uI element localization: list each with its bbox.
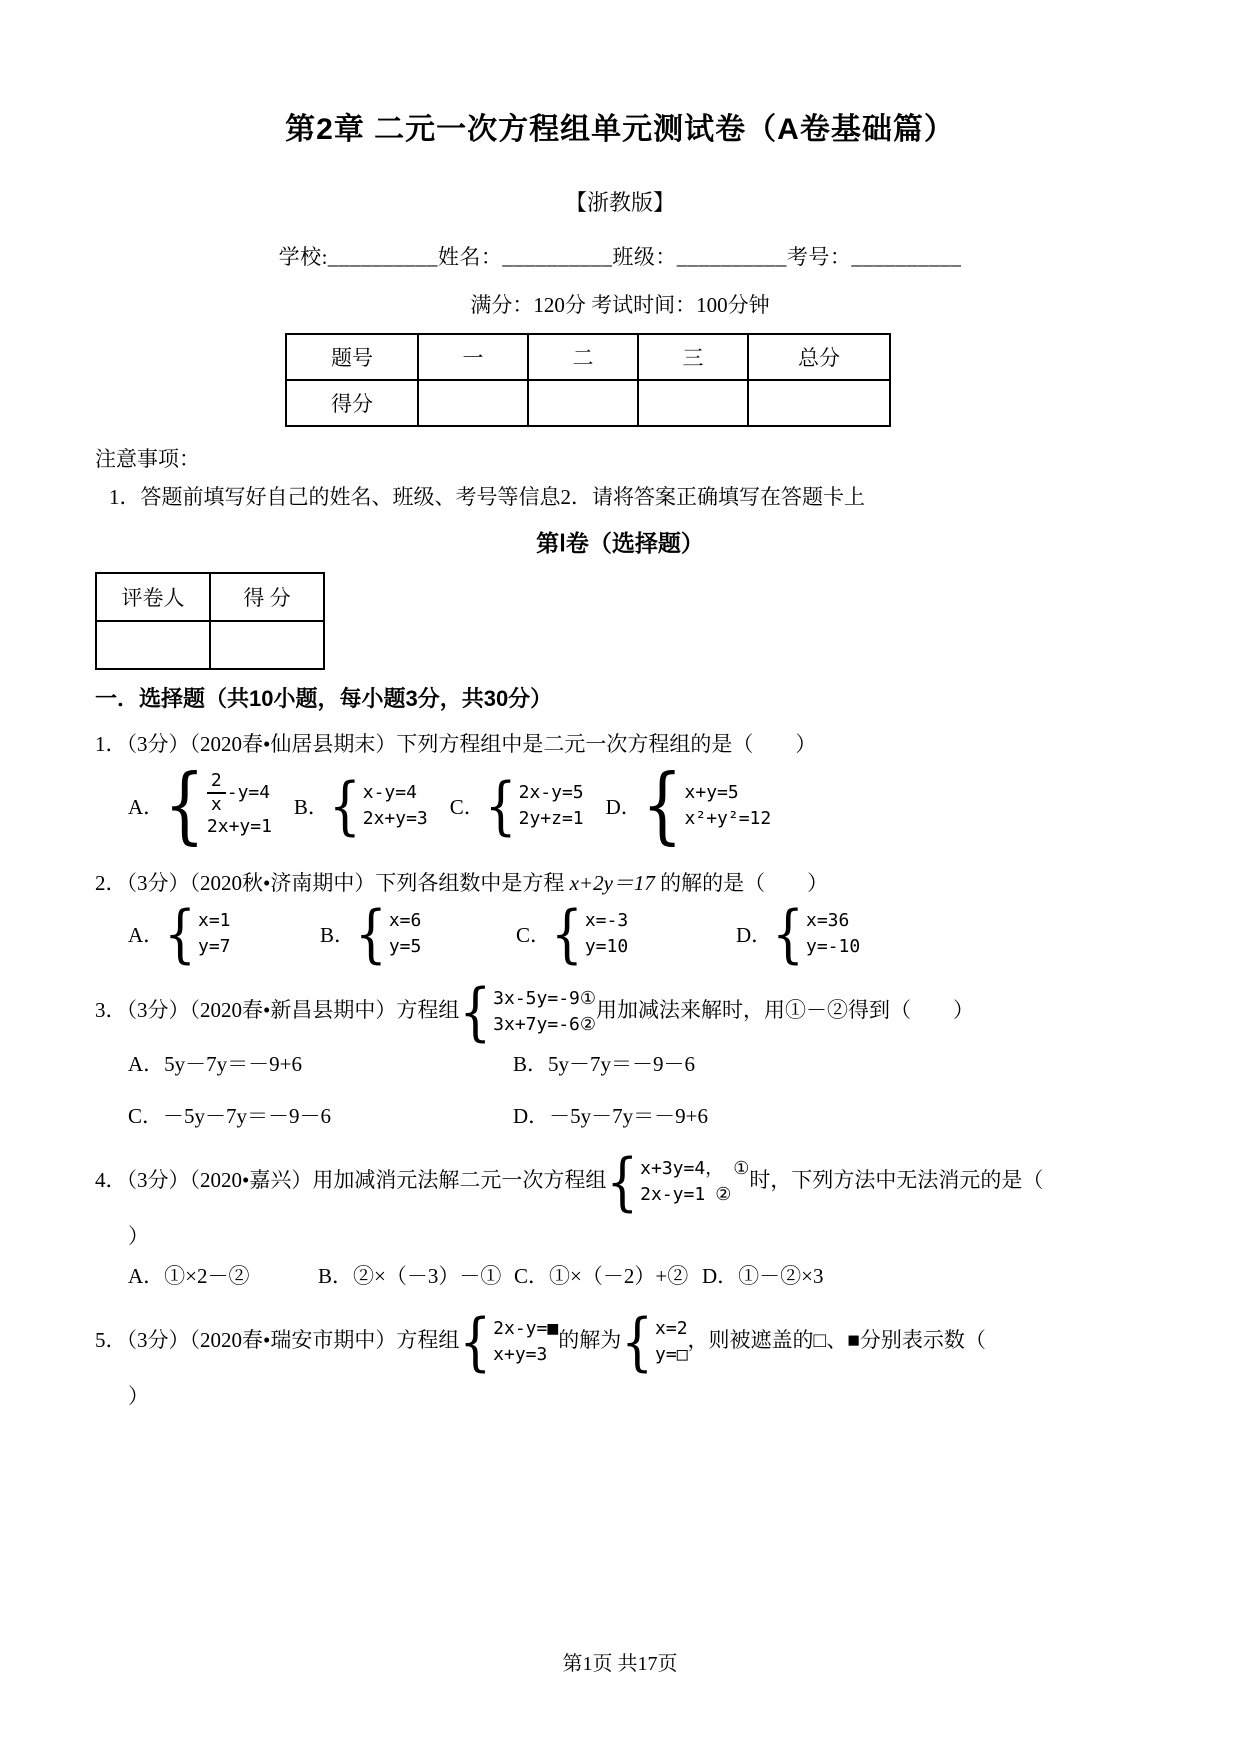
q4-option-d-text: ①－②×3 bbox=[738, 1264, 824, 1289]
q4-option-c-text: ①×（－2）+② bbox=[549, 1264, 689, 1289]
q4-stem-close: ） bbox=[128, 1224, 149, 1249]
q1-option-b-label: B． bbox=[293, 794, 329, 819]
q5-stem-mid: 的解为 bbox=[558, 1328, 622, 1353]
q4-option-c bbox=[514, 1260, 702, 1290]
score-empty-cell bbox=[528, 380, 638, 426]
question-1-options bbox=[128, 757, 1145, 854]
left-brace: { bbox=[459, 976, 492, 1049]
q4-option-a-text: ①×2－② bbox=[164, 1264, 250, 1289]
equation-line: y=-10 bbox=[805, 936, 861, 958]
q3-option-d-text: －5y－7y＝－9+6 bbox=[549, 1104, 709, 1129]
q5-stem-close: ） bbox=[128, 1384, 149, 1409]
left-brace: { bbox=[621, 1306, 654, 1379]
left-brace: { bbox=[355, 898, 387, 971]
equation-line: 3x+7y=-6② bbox=[493, 1014, 597, 1036]
score-table-header-cell: 一 bbox=[418, 334, 528, 380]
q3-stem-pre: 3．（3分）（2020春•新昌县期中）方程组 bbox=[95, 998, 460, 1023]
q3-option-b bbox=[513, 1048, 1145, 1078]
score-table-header-row bbox=[286, 334, 890, 380]
q4-option-b bbox=[318, 1260, 514, 1290]
equation-line: 2y+z=1 bbox=[518, 807, 584, 829]
equation-line: x=6 bbox=[388, 910, 422, 932]
q3-option-a bbox=[128, 1048, 513, 1078]
equation-line: x=-3 bbox=[584, 910, 629, 932]
equation-line: x=2 bbox=[655, 1318, 688, 1340]
question-3-options bbox=[128, 1048, 1145, 1130]
equation-line: 2x-y=■ bbox=[493, 1318, 559, 1340]
q3-option-d bbox=[513, 1100, 1145, 1130]
left-brace: { bbox=[641, 757, 683, 854]
equation-line: x+y=5 bbox=[684, 781, 739, 803]
equation-line: x-y=4 bbox=[362, 781, 417, 803]
q4-option-a-label: A． bbox=[128, 1264, 165, 1289]
q1-option-d bbox=[605, 757, 772, 854]
left-brace: { bbox=[328, 769, 361, 842]
q5-stem-post: ，则被遮盖的□、■分别表示数（ bbox=[687, 1328, 986, 1353]
equation-system bbox=[772, 898, 861, 971]
equation-system bbox=[641, 757, 772, 854]
q2-option-d bbox=[736, 898, 1145, 971]
equation-line: y=7 bbox=[197, 936, 231, 958]
edition-label: 【浙教版】 bbox=[564, 190, 675, 215]
equation-line: x+y=3 bbox=[493, 1344, 548, 1366]
q2-option-d-label: D． bbox=[736, 923, 773, 948]
fraction-numerator: 2 bbox=[207, 772, 226, 794]
question-2-stem bbox=[95, 866, 1145, 901]
equation-tag-2: ② bbox=[715, 1184, 732, 1206]
q3-option-b-label: B． bbox=[513, 1052, 549, 1077]
q2-option-b bbox=[320, 898, 516, 971]
equation-line: 3x-5y=-9① bbox=[493, 988, 597, 1010]
equation-system bbox=[551, 898, 629, 971]
exam-no-label: 考号： bbox=[786, 245, 852, 269]
equation-line: y=5 bbox=[388, 936, 422, 958]
grader-empty-cell bbox=[96, 621, 210, 669]
question-1-stem: 1．（3分）（2020春•仙居县期末）下列方程组中是二元一次方程组的是（ ） bbox=[95, 732, 817, 756]
score-empty-cell bbox=[748, 380, 890, 426]
question-5-stem bbox=[95, 1306, 1145, 1379]
score-empty-cell bbox=[638, 380, 748, 426]
q2-option-a-label: A． bbox=[128, 923, 165, 948]
fraction-denominator: x bbox=[210, 793, 222, 815]
q3-option-c-label: C． bbox=[128, 1104, 164, 1129]
q1-option-b bbox=[293, 769, 428, 842]
equation-line-rest: -y=4 bbox=[226, 781, 271, 803]
question-4-stem bbox=[95, 1146, 1145, 1219]
equation-line bbox=[207, 769, 272, 815]
q2-stem-equation: x+2y＝17 bbox=[569, 870, 655, 895]
exam-no-blank: __________ bbox=[851, 245, 962, 269]
left-brace: { bbox=[164, 757, 205, 854]
page-footer: 第1页 共17页 bbox=[562, 1653, 678, 1675]
equation-line: 2x+y=1 bbox=[206, 815, 272, 837]
grader-table-empty-row bbox=[96, 621, 324, 669]
school-blank: __________ bbox=[327, 245, 438, 269]
fraction bbox=[207, 769, 226, 815]
equation-line: y=□ bbox=[655, 1344, 688, 1366]
q1-option-a bbox=[128, 757, 272, 854]
equation-system bbox=[164, 898, 231, 971]
equation-system bbox=[355, 898, 422, 971]
q3-stem-post: 用加减法来解时，用①－②得到（ ） bbox=[596, 998, 975, 1023]
equation-system bbox=[164, 757, 272, 854]
q3-option-a-label: A． bbox=[128, 1052, 165, 1077]
q3-option-d-label: D． bbox=[513, 1104, 550, 1129]
equation-system bbox=[621, 1306, 688, 1379]
equation-line: x²+y²=12 bbox=[684, 807, 772, 829]
score-table bbox=[285, 333, 891, 427]
q4-option-d bbox=[702, 1260, 1145, 1290]
q3-option-a-text: 5y－7y＝－9+6 bbox=[164, 1052, 303, 1077]
left-brace: { bbox=[551, 898, 583, 971]
page-title: 第2章 二元一次方程组单元测试卷（A卷基础篇） bbox=[285, 113, 955, 146]
q5-stem-pre: 5．（3分）（2020春•瑞安市期中）方程组 bbox=[95, 1328, 460, 1353]
note-item: 1．答题前填写好自己的姓名、班级、考号等信息2．请将答案正确填写在答题卡上 bbox=[109, 485, 865, 509]
score-table-score-row bbox=[286, 380, 890, 426]
section-heading-choice: 一．选择题（共10小题，每小题3分，共30分） bbox=[95, 686, 553, 711]
equation-line: x=36 bbox=[805, 910, 850, 932]
student-info-line bbox=[95, 241, 1145, 271]
q4-option-b-label: B． bbox=[318, 1264, 354, 1289]
q2-option-c bbox=[516, 898, 736, 971]
question-4-options bbox=[128, 1260, 1145, 1290]
q4-option-c-label: C． bbox=[514, 1264, 550, 1289]
equation-line: 2x-y=1 bbox=[640, 1184, 706, 1206]
q3-option-c-text: －5y－7y＝－9－6 bbox=[163, 1104, 332, 1129]
q1-option-c-label: C． bbox=[449, 794, 485, 819]
score-empty-cell bbox=[418, 380, 528, 426]
q2-option-b-label: B． bbox=[320, 923, 356, 948]
q3-option-b-text: 5y－7y＝－9－6 bbox=[548, 1052, 696, 1077]
class-blank: __________ bbox=[676, 245, 787, 269]
volume-title: 第Ⅰ卷（选择题） bbox=[536, 530, 704, 556]
left-brace: { bbox=[459, 1306, 492, 1379]
q1-option-d-label: D． bbox=[605, 794, 642, 819]
q4-option-a bbox=[128, 1260, 318, 1290]
equation-line: 2x+y=3 bbox=[362, 807, 428, 829]
equation-system bbox=[459, 1306, 559, 1379]
equation-system bbox=[484, 769, 584, 842]
score-table-header-cell: 总分 bbox=[748, 334, 890, 380]
q1-option-c bbox=[449, 769, 584, 842]
question-3-stem bbox=[95, 976, 1145, 1049]
q2-option-a bbox=[128, 898, 320, 971]
score-label-cell: 得分 bbox=[286, 380, 418, 426]
equation-line: x+3y=4， bbox=[640, 1158, 724, 1180]
q4-stem-pre: 4．（3分）（2020•嘉兴）用加减消元法解二元一次方程组 bbox=[95, 1168, 607, 1193]
left-brace: { bbox=[164, 898, 196, 971]
school-label: 学校: bbox=[278, 245, 328, 269]
q4-option-d-label: D． bbox=[702, 1264, 739, 1289]
name-label: 姓名： bbox=[437, 245, 503, 269]
name-blank: __________ bbox=[502, 245, 613, 269]
equation-line: 2x-y=5 bbox=[518, 781, 584, 803]
q1-option-a-label: A． bbox=[128, 794, 165, 819]
left-brace: { bbox=[606, 1146, 639, 1219]
equation-tag-1: ① bbox=[733, 1158, 750, 1180]
equation-system bbox=[459, 976, 597, 1049]
score-table-header-cell: 三 bbox=[638, 334, 748, 380]
notes-heading: 注意事项： bbox=[95, 447, 200, 471]
q3-option-c bbox=[128, 1100, 513, 1130]
q2-stem-post: 的解的是（ ） bbox=[660, 870, 829, 895]
grader-score-label-cell: 得 分 bbox=[210, 573, 324, 621]
grader-label-cell: 评卷人 bbox=[96, 573, 210, 621]
class-label: 班级： bbox=[612, 245, 677, 269]
q4-stem-post: 时，下列方法中无法消元的是（ bbox=[749, 1168, 1044, 1193]
q2-stem-pre: 2．（3分）（2020秋•济南期中）下列各组数中是方程 bbox=[95, 870, 565, 895]
equation-line: x=1 bbox=[197, 910, 231, 932]
full-score-line: 满分：120分 考试时间：100分钟 bbox=[470, 293, 770, 317]
grader-table-header-row bbox=[96, 573, 324, 621]
left-brace: { bbox=[772, 898, 804, 971]
equation-system bbox=[606, 1146, 750, 1219]
score-table-header-cell: 题号 bbox=[286, 334, 418, 380]
left-brace: { bbox=[484, 769, 517, 842]
q2-option-c-label: C． bbox=[516, 923, 552, 948]
equation-system bbox=[328, 769, 428, 842]
equation-line: y=10 bbox=[584, 936, 629, 958]
grader-empty-cell bbox=[210, 621, 324, 669]
grader-table bbox=[95, 572, 325, 670]
q4-option-b-text: ②×（－3）－① bbox=[353, 1264, 502, 1289]
question-2-options bbox=[128, 898, 1145, 971]
score-table-header-cell: 二 bbox=[528, 334, 638, 380]
